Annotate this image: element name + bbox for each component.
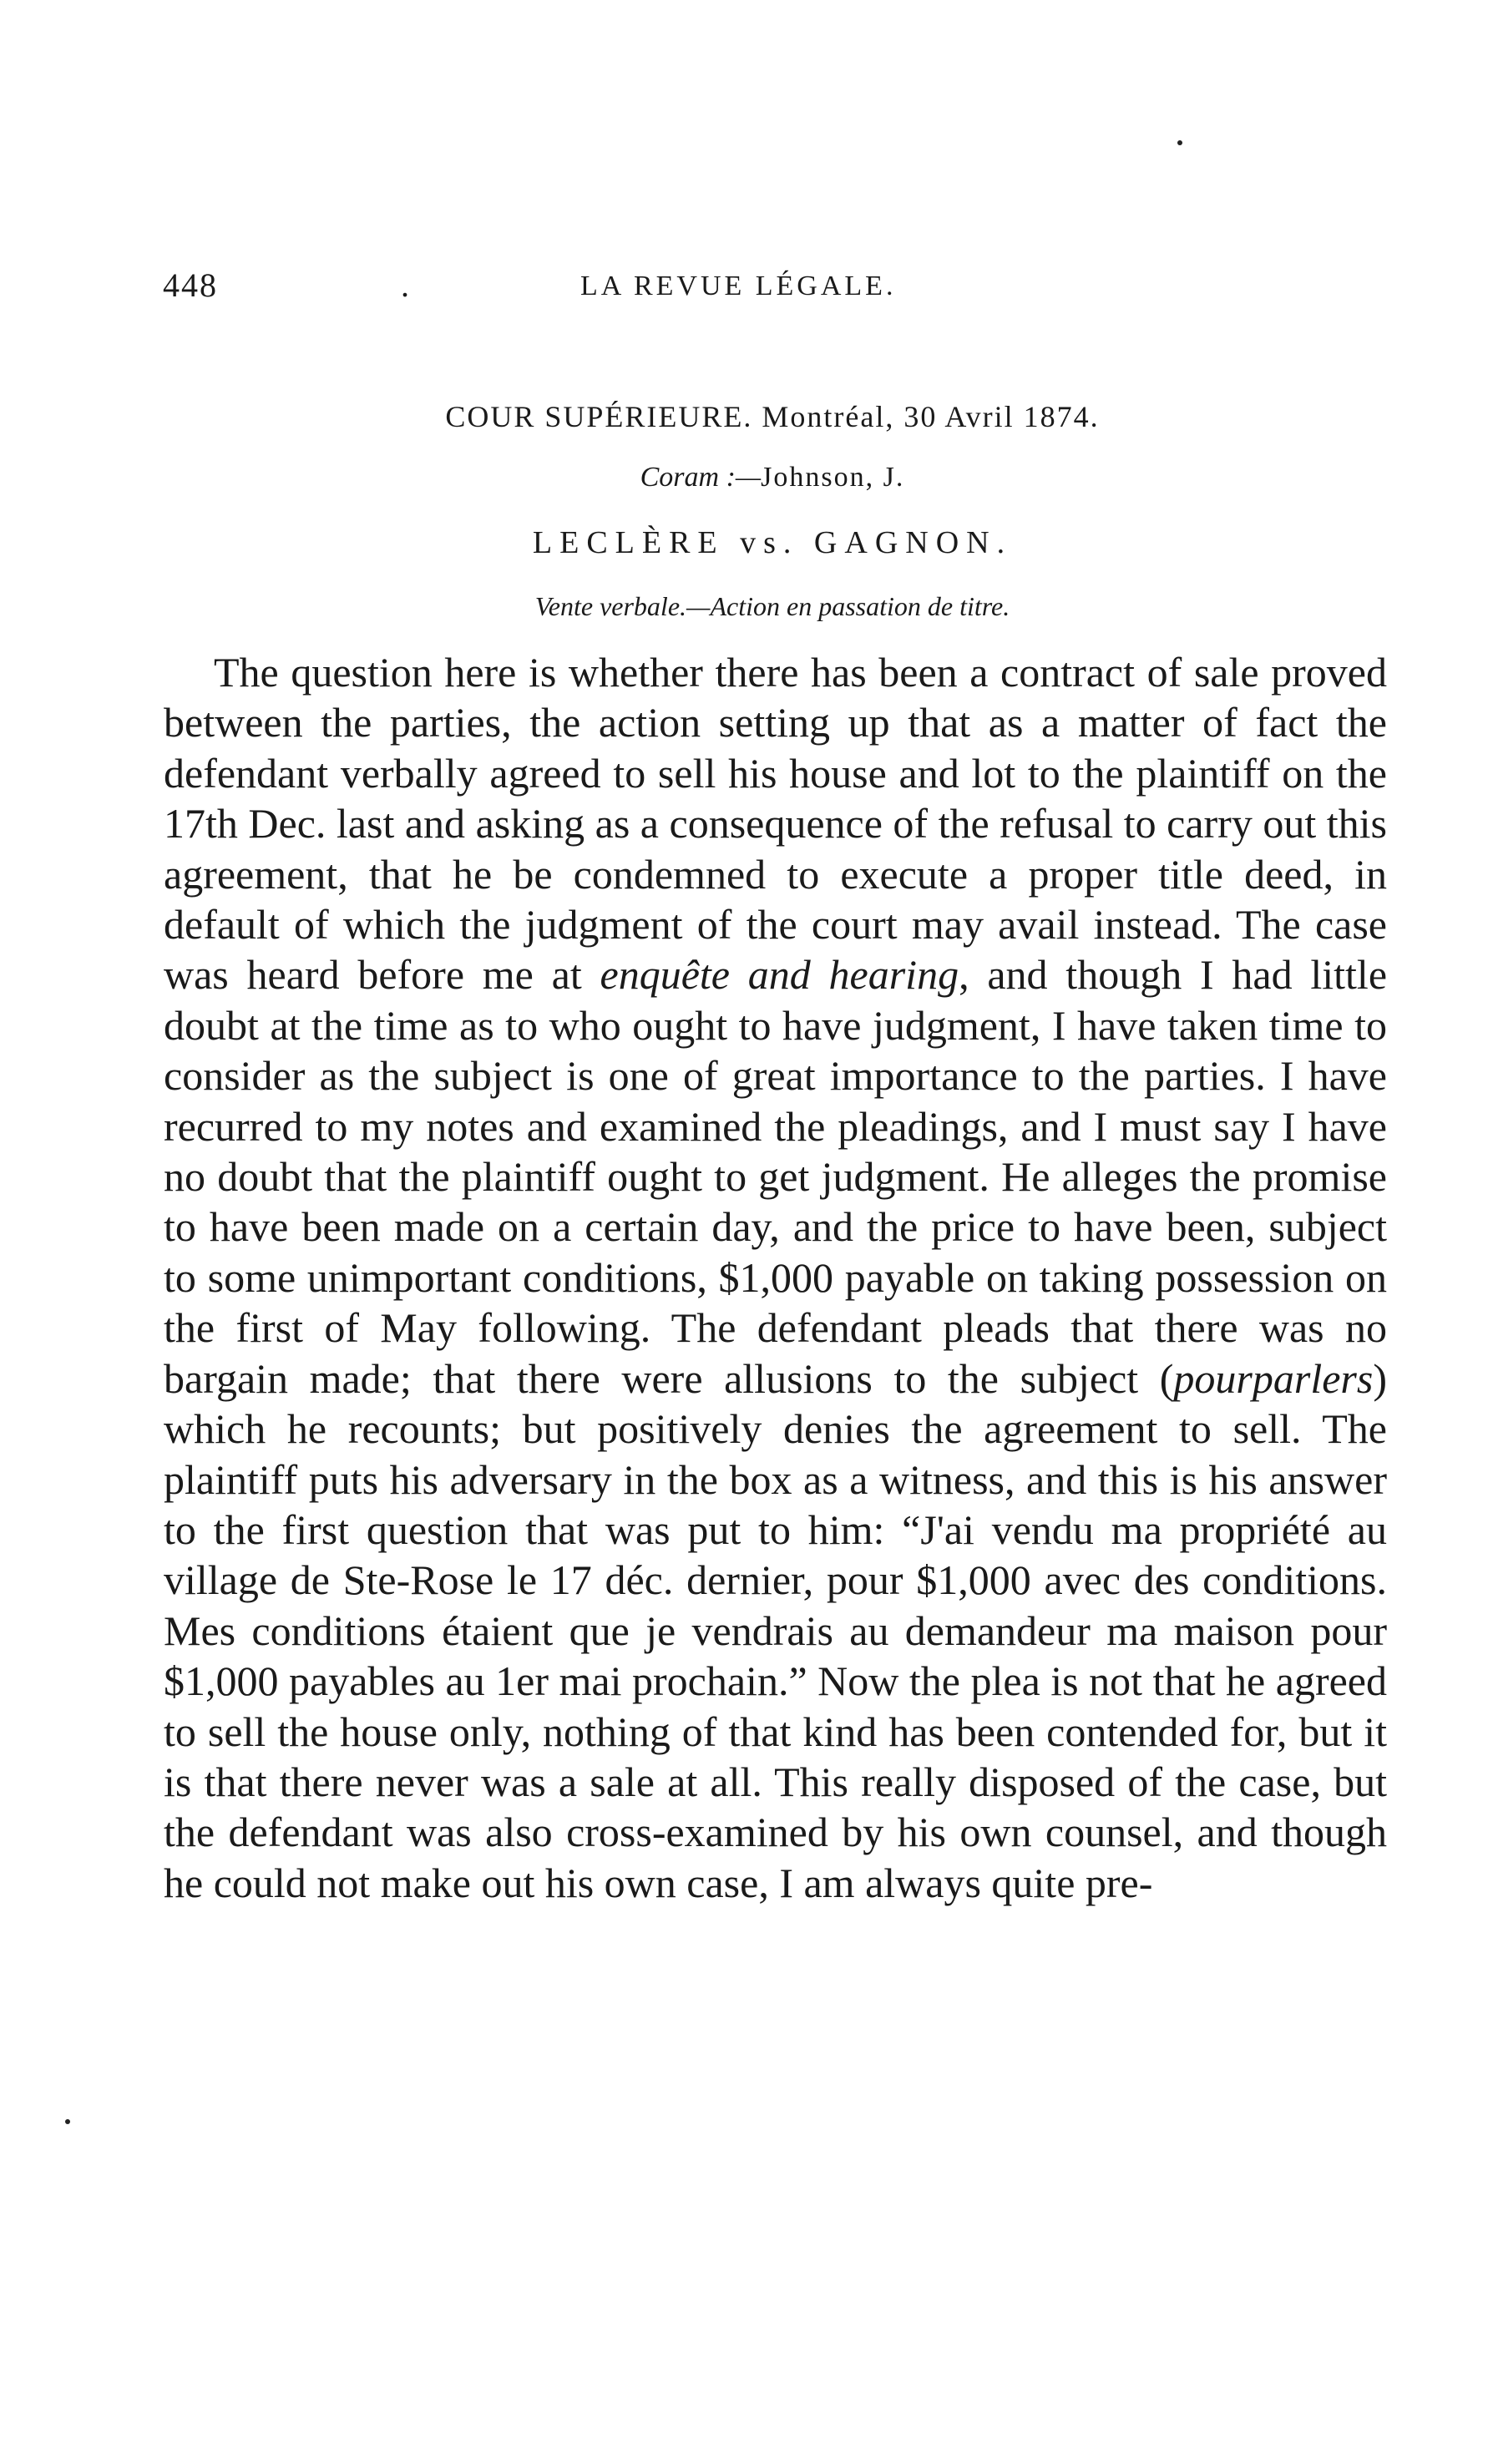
coram-label: Coram :— — [640, 462, 762, 493]
ink-speck — [1177, 140, 1182, 145]
judge-name: Johnson, J. — [761, 462, 905, 493]
coram-line — [163, 462, 1382, 493]
judgment-paragraph — [164, 647, 1387, 1908]
header-separator: . — [401, 266, 409, 304]
judgment-text — [164, 647, 1387, 1908]
text-segment: , and though I had little doubt at the time as to who ought to have judgment, I have taken time to consider as the subject is one of great importance to the parties. I have recurred to my notes and examined the pleadings, and I must say I have no doubt that the plaintiff ought to get judgment. He alleges the promise to have been made on a certain day, and the price to have been, subject to some unimportant conditions, $1,000 payable on taking possession on the first of May following. The defendant pleads that there was no bargain made; that there were allusions to the subject ( — [164, 951, 1388, 1402]
text-segment: ) which he recounts; but positively denies the agreement to sell. The plaintiff puts his adversary in the box as a witness, and this is his answer to the first question that was put to him: “J'ai vendu ma propriété au village de Ste-Rose le 17 déc. dernier, pour $1,000 avec des conditions. Mes conditions étaient que je vendrais au demandeur ma maison pour $1,000 payables au 1er mai prochain.” Now the plea is not that he agreed to sell the house only, nothing of that kind has been contended for, but it is that there never was a sale at all. This really disposed of the case, but the defendant was also cross-examined by his own counsel, and though he could not make out his own case, I am always quite pre- — [164, 1354, 1387, 1906]
italic-term: enquête and hearing — [600, 951, 959, 999]
journal-title: LA REVUE LÉGALE. — [580, 271, 897, 301]
case-subject: Vente verbale.—Action en passation de titre. — [534, 591, 1010, 621]
page-number: 448 — [163, 266, 218, 304]
running-head — [163, 266, 1382, 307]
court-line: COUR SUPÉRIEURE. Montréal, 30 Avril 1874. — [445, 400, 1100, 433]
ink-speck — [65, 2119, 70, 2124]
italic-term: pourparlers — [1173, 1354, 1374, 1402]
text-segment: The question here is whether there has been a contract of sale proved between the parties, the action setting up that as a matter of fact the defendant verbally agreed to sell his house and lot to the plaintiff on the 17th Dec. last and asking as a consequence of the refusal to carry out this agreement, that he be condemned to execute a proper title deed, in default of which the judgment of the court may avail instead. The case was heard before me at — [164, 649, 1387, 999]
case-parties: LECLÈRE vs. GAGNON. — [532, 525, 1013, 560]
